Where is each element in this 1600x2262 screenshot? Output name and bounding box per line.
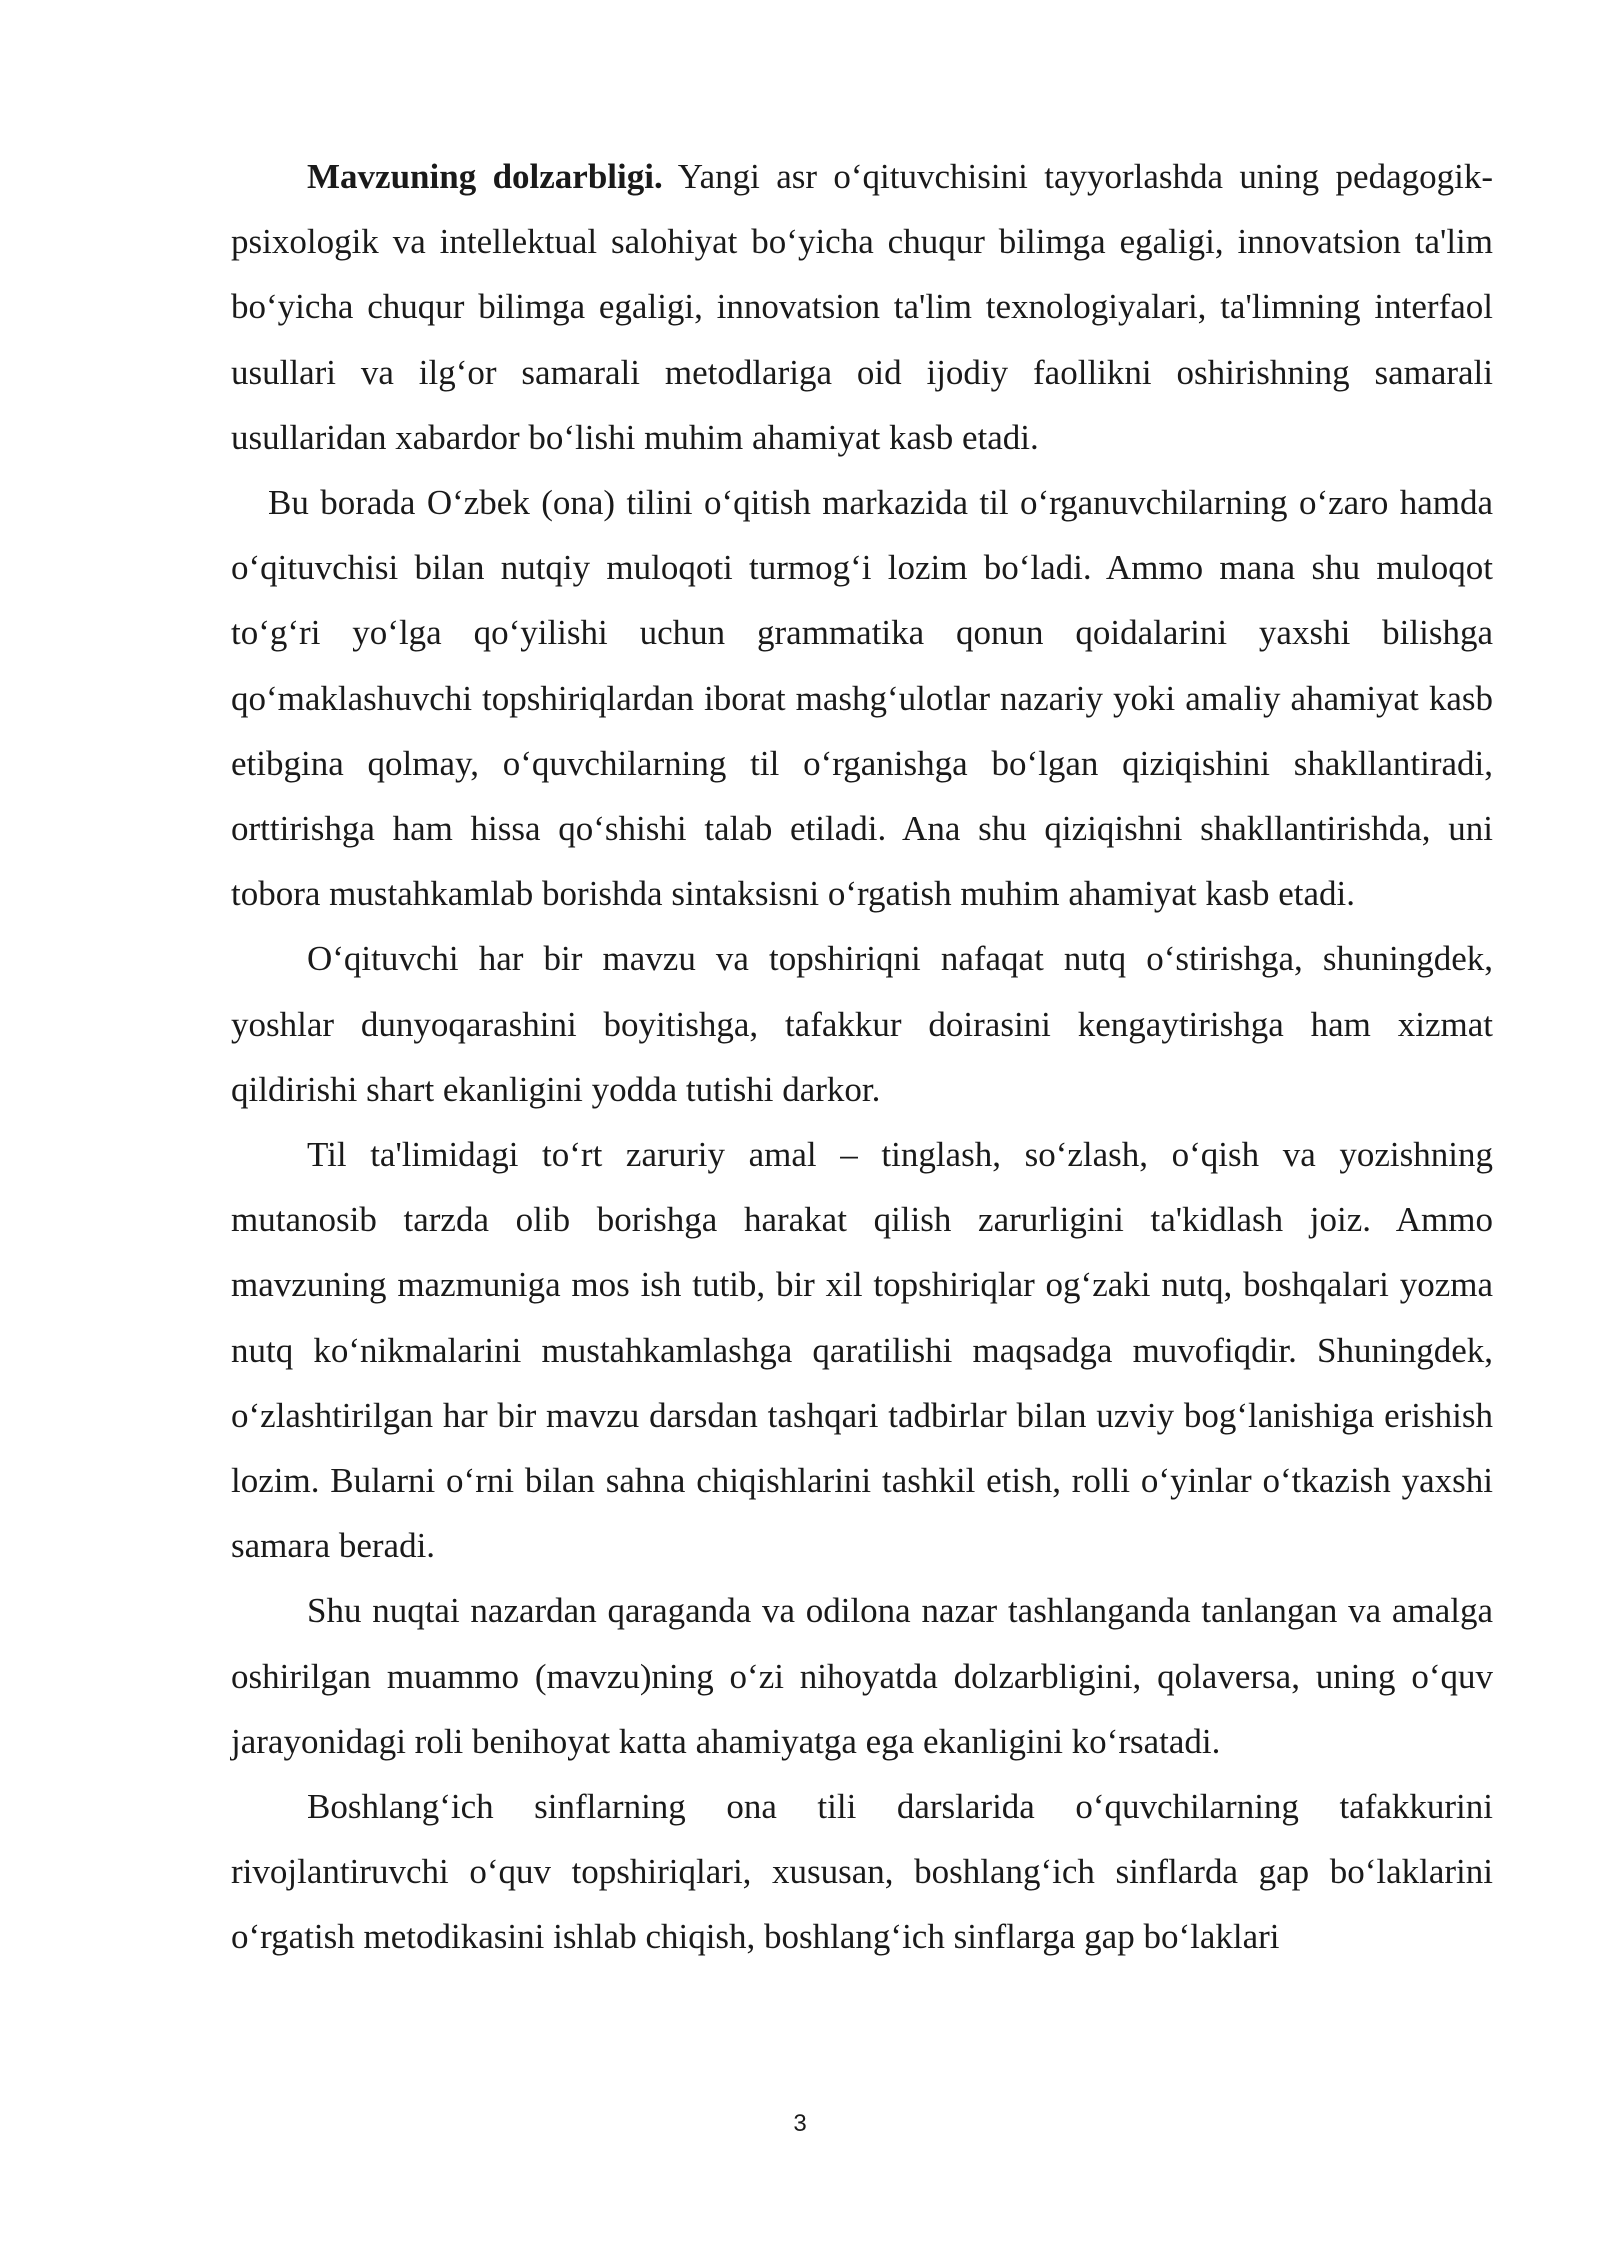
paragraph: Shu nuqtai nazardan qaraganda va odilona nazar tashlanganda tanlangan va amalga oshirilgan muammo (mavzu)ning o‘zi nihoyatda dolzarbligini, qolaversa, uning o‘quv jarayonidagi roli benihoyat katta ahamiyatga ega ekanligini ko‘rsatadi.: [231, 1591, 1493, 1761]
paragraph: Til ta'limidagi to‘rt zaruriy amal – tinglash, so‘zlash, o‘qish va yozishning mutanosib tarzda olib borishga harakat qilish zarurligini ta'kidlash joiz. Ammo mavzuning mazmuniga mos ish tutib, bir xil topshiriqlar og‘zaki nutq, boshqalari yozma nutq ko‘nikmalarini mustahkamlashga qaratilishi maqsadga muvofiqdir. Shuningdek, o‘zlashtirilgan har bir mavzu darsdan tashqari tadbirlar bilan uzviy bog‘lanishiga erishish lozim. Bularni o‘rni bilan sahna chiqishlarini tashkil etish, rolli o‘yinlar o‘tkazish yaxshi samara beradi.: [231, 1135, 1493, 1566]
paragraph: Bu borada O‘zbek (ona) tilini o‘qitish markazida til o‘rganuvchilarning o‘zaro hamda o‘qituvchisi bilan nutqiy muloqoti turmog‘i lozim bo‘ladi. Ammo mana shu muloqot to‘g‘ri yo‘lga qo‘yilishi uchun grammatika qonun qoidalarini yaxshi bilishga qo‘maklashuvchi topshiriqlardan iborat mashg‘ulotlar nazariy yoki amaliy ahamiyat kasb etibgina qolmay, o‘quvchilarning til o‘rganishga bo‘lgan qiziqishini shakllantiradi, orttirishga ham hissa qo‘shishi talab etiladi. Ana shu qiziqishni shakllantirishda, uni tobora mustahkamlab borishda sintaksisni o‘rgatish muhim ahamiyat kasb etadi.: [231, 483, 1493, 914]
paragraph-relevance: [231, 144, 1493, 470]
page-number: 3: [793, 2110, 807, 2137]
paragraph: O‘qituvchi har bir mavzu va topshiriqni nafaqat nutq o‘stirishga, shuningdek, yoshlar dunyoqarashini boyitishga, tafakkur doirasini kengaytirishga ham xizmat qildirishi shart ekanligini yodda tutishi darkor.: [231, 939, 1493, 1109]
paragraph-text: Yangi asr o‘qituvchisini tayyorlashda uning pedagogik-psixologik va intellektual salohiyat bo‘yicha chuqur bilimga egaligi, innovatsion ta'lim bo‘yicha chuqur bilimga egaligi, innovatsion ta'lim texnologiyalari, ta'limning interfaol usullari va ilg‘or samarali metodlariga oid ijodiy faollikni oshirishning samarali usullaridan xabardor bo‘lishi muhim ahamiyat kasb etadi.: [231, 157, 1493, 457]
body-text: [231, 144, 1493, 1970]
paragraph: Boshlang‘ich sinflarning ona tili darslarida o‘quvchilarning tafakkurini rivojlantiruvchi o‘quv topshiriqlari, xususan, boshlang‘ich sinflarda gap bo‘laklarini o‘rgatish metodikasini ishlab chiqish, boshlang‘ich sinflarga gap bo‘laklari: [231, 1787, 1493, 1957]
section-heading-relevance: Mavzuning dolzarbligi.: [307, 157, 663, 196]
